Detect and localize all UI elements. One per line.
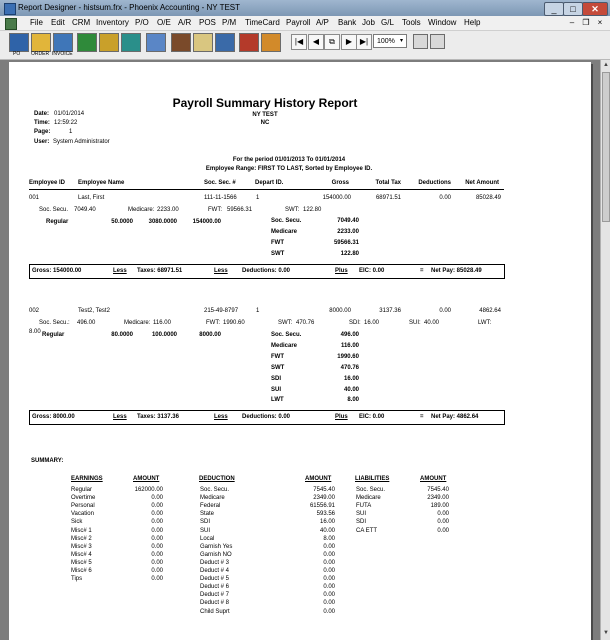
emp1-detail-label: SWT	[271, 251, 285, 257]
emp1-detail-value: 2233.00	[337, 229, 359, 235]
emp2-tax-value: 496.00	[77, 320, 96, 326]
emp2-total-tax: 3137.36	[379, 308, 401, 314]
emp2-total-less2: Less	[214, 414, 228, 420]
emp1-total-deductions: Deductions: 0.00	[242, 268, 291, 274]
calculator-icon[interactable]	[171, 33, 191, 52]
summary-liability-amount: 189.00	[430, 503, 449, 510]
menu-crm[interactable]: CRM	[72, 18, 91, 27]
emp1-total-tax: 68971.51	[375, 195, 401, 201]
menu-inventory[interactable]: Inventory	[96, 18, 129, 27]
emp2-detail-value: 496.00	[340, 332, 359, 338]
emp1-earning-hours: 3080.0000	[148, 219, 177, 225]
menu-bank[interactable]: Bank	[338, 18, 357, 27]
emp2-tax-label: Soc. Secu.:	[39, 320, 70, 326]
user-label: User:	[34, 139, 50, 145]
summary-deduction-label: SDI	[200, 519, 211, 526]
summary-earning-amount: 162000.00	[134, 487, 163, 493]
app-icon[interactable]	[4, 3, 16, 15]
summary-liabilities-amount-header: AMOUNT	[420, 476, 447, 482]
summary-earning-label: Misc# 6	[71, 568, 92, 574]
emp2-earning-amount: 8000.00	[199, 332, 221, 338]
emp2-detail-value: 116.00	[340, 343, 359, 349]
summary-liability-amount: 0.00	[437, 519, 449, 526]
summary-deduction-label: SUI	[200, 527, 211, 534]
next-page-button[interactable]: ▶	[341, 34, 357, 50]
scroll-up-icon[interactable]: ▲	[603, 62, 609, 68]
emp1-tax-value: 7049.40	[74, 207, 96, 213]
summary-deduction-amount: 40.00	[319, 527, 335, 534]
invoice-icon[interactable]	[53, 33, 73, 52]
emp2-tax-label: SDI:	[349, 320, 361, 326]
menu-pos[interactable]: POS	[199, 18, 216, 27]
emp2-detail-label: FWT	[271, 354, 284, 360]
summary-deduction-amount: 8.00	[323, 535, 335, 542]
summary-deduction-label: Deduct # 6	[200, 584, 230, 591]
summary-liability-amount: 2349.00	[427, 495, 449, 502]
summary-earning-label: Vacation	[71, 511, 94, 518]
summary-deduction-amount: 0.00	[323, 543, 335, 550]
summary-deduction-amount: 0.00	[323, 600, 335, 607]
truck-icon[interactable]	[99, 33, 119, 52]
summary-earning-amount: 0.00	[151, 495, 163, 502]
export-icon[interactable]	[413, 34, 428, 49]
date-label: Date:	[34, 111, 50, 117]
emp1-tax-label: Soc. Secu.	[39, 207, 69, 213]
emp2-detail-label: SDI	[271, 376, 282, 382]
emp1-total-eq: =	[420, 268, 424, 274]
emp2-detail-value: 470.76	[340, 365, 359, 371]
emp1-detail-value: 122.80	[340, 251, 359, 257]
summary-earning-label: Personal	[71, 503, 95, 510]
mdi-minimize-button[interactable]: –	[569, 18, 575, 27]
col-employee-id: Employee ID	[29, 180, 66, 186]
summary-earning-amount: 0.00	[151, 568, 163, 574]
emp1-net: 85028.49	[475, 195, 501, 201]
summary-liabilities-header: LIABILITIES	[355, 476, 390, 482]
emp2-tax-label: SUI:	[409, 320, 421, 326]
emp2-tax-label: Medicare:	[124, 320, 151, 326]
emp2-earning-label: Regular	[42, 332, 65, 338]
toolbar	[0, 31, 610, 60]
summary-deduction-label: Soc. Secu.	[200, 487, 230, 493]
menu-file[interactable]: File	[30, 18, 43, 27]
menu-tools[interactable]: Tools	[402, 18, 421, 27]
window-title: Report Designer - histsum.frx - Phoenix Accounting - NY TEST	[18, 3, 241, 12]
summary-earning-amount: 0.00	[151, 576, 163, 583]
emp2-earning-hours: 100.0000	[151, 332, 177, 338]
chevron-down-icon[interactable]: ▾	[400, 38, 404, 44]
summary-earning-label: Misc# 4	[71, 551, 92, 558]
emp2-total-eq: =	[420, 414, 424, 420]
purchase-order-icon[interactable]	[9, 33, 29, 52]
notes-icon[interactable]	[193, 33, 213, 52]
emp2-detail-label: SUI	[271, 387, 282, 393]
emp1-detail-label: Medicare	[271, 229, 298, 235]
emp1-earning-amount: 154000.00	[192, 219, 221, 225]
emp2-earning-rate: 80.0000	[111, 332, 133, 338]
emp2-id: 002	[29, 308, 40, 314]
summary-earning-label: Misc# 3	[71, 543, 92, 550]
col-employee-name: Employee Name	[78, 180, 125, 186]
summary-earning-amount: 0.00	[151, 535, 163, 542]
summary-deduction-label: Medicare	[200, 495, 225, 502]
emp2-tax-value: 40.00	[424, 320, 440, 326]
summary-deduction-label: Garnish Yes	[200, 543, 233, 550]
emp2-detail-label: SWT	[271, 365, 285, 371]
mdi-restore-button[interactable]: ❐	[582, 18, 590, 27]
summary-liability-amount: 0.00	[437, 511, 449, 518]
minimize-button[interactable]: _	[544, 2, 564, 16]
emp2-total-net: Net Pay: 4862.64	[431, 414, 479, 420]
emp2-tax-value: 16.00	[364, 320, 380, 326]
emp2-tax-label: LWT:	[478, 320, 492, 326]
sales-order-icon[interactable]	[31, 33, 51, 52]
pages-icon[interactable]: ⧉	[324, 34, 340, 50]
period-line: For the period 01/01/2013 To 01/01/2014	[232, 157, 346, 163]
summary-earning-label: Misc# 2	[71, 535, 92, 542]
emp2-dept: 1	[256, 308, 260, 314]
date-value: 01/01/2014	[54, 111, 85, 117]
emp2-gross: 8000.00	[329, 308, 351, 314]
emp1-dept: 1	[256, 195, 260, 201]
emp2-detail-value: 1990.60	[337, 354, 359, 360]
company-state: NC	[260, 120, 270, 126]
summary-deduction-amount-header: AMOUNT	[305, 476, 332, 482]
summary-earning-label: Regular	[71, 487, 93, 493]
emp2-tax-value: 1990.60	[223, 320, 245, 326]
summary-liability-amount: 7545.40	[427, 487, 449, 493]
scroll-thumb[interactable]	[602, 72, 610, 222]
emp2-total-plus: Plus	[335, 414, 348, 420]
summary-earnings-amount-header: AMOUNT	[133, 476, 160, 482]
summary-deduction-amount: 0.00	[323, 584, 335, 591]
emp1-total-taxes: Taxes: 68971.51	[137, 268, 183, 274]
summary-deduction-amount: 16.00	[319, 519, 335, 526]
menu-payroll[interactable]: Payroll	[286, 18, 311, 27]
emp2-name: Test2, Test2	[78, 308, 110, 314]
summary-liability-label: SUI	[356, 511, 367, 518]
col-net-amount: Net Amount	[465, 180, 499, 186]
col-soc-sec: Soc. Sec. #	[204, 180, 236, 186]
summary-deduction-label: Deduct # 3	[200, 559, 230, 566]
time-value: 12:59:22	[54, 120, 78, 126]
summary-earning-label: Misc# 1	[71, 527, 92, 534]
emp1-tax-value: 122.80	[303, 207, 322, 213]
summary-liability-label: CA ETT	[356, 527, 378, 534]
summary-earning-amount: 0.00	[151, 519, 163, 526]
print-icon[interactable]	[430, 34, 445, 49]
summary-earning-amount: 0.00	[151, 503, 163, 510]
user-value: System Administrator	[53, 139, 110, 145]
emp2-detail-value: 40.00	[343, 387, 359, 393]
emp2-tax-value: 116.00	[153, 320, 171, 326]
emp2-total-eic: EIC: 0.00	[359, 414, 385, 420]
summary-liability-amount: 0.00	[437, 527, 449, 534]
emp2-total-less1: Less	[113, 414, 127, 420]
summary-earning-amount: 0.00	[151, 559, 163, 566]
summary-deduction-amount: 61556.91	[309, 503, 335, 510]
document-icon[interactable]	[5, 18, 17, 30]
summary-liability-label: Soc. Secu.	[356, 487, 386, 493]
summary-deduction-amount: 0.00	[323, 559, 335, 566]
summary-deduction-amount: 7545.40	[313, 487, 335, 493]
emp2-detail-value: 16.00	[343, 376, 359, 382]
emp1-tax-value: 59566.31	[227, 207, 253, 213]
emp1-tax-label: Medicare:	[128, 207, 155, 213]
col-total-tax: Total Tax	[375, 180, 401, 186]
emp1-earning-label: Regular	[46, 219, 69, 225]
zoom-select[interactable]: 100%	[373, 34, 407, 48]
time-label: Time:	[34, 120, 50, 126]
emp2-detail-label: Soc. Secu.	[271, 332, 302, 338]
header-rule	[29, 189, 504, 190]
emp1-deductions: 0.00	[439, 195, 451, 201]
summary-deduction-label: Deduct # 7	[200, 592, 230, 599]
menu-edit[interactable]: Edit	[51, 18, 65, 27]
menu-bar	[0, 16, 610, 31]
emp2-detail-label: LWT	[271, 397, 284, 403]
emp2-detail-label: Medicare	[271, 343, 298, 349]
summary-earning-label: Tips	[71, 576, 83, 583]
invoice-caption: INVOICE	[52, 51, 73, 57]
report-page	[9, 62, 591, 640]
summary-deduction-label: Child Suprt	[200, 608, 230, 615]
summary-deduction-header: DEDUCTION	[199, 476, 235, 482]
emp1-detail-value: 7049.40	[337, 218, 359, 224]
emp2-net: 4862.64	[479, 308, 501, 314]
menu-ap[interactable]: A/P	[316, 18, 329, 27]
menu-help[interactable]: Help	[464, 18, 481, 27]
emp2-tax-value: 470.76	[296, 320, 315, 326]
window-titlebar	[0, 0, 610, 17]
summary-liability-label: FUTA	[356, 503, 372, 510]
emp1-detail-label: FWT	[271, 240, 284, 246]
summary-title: SUMMARY:	[31, 458, 64, 464]
emp1-detail-label: Soc. Secu.	[271, 218, 302, 224]
menu-po[interactable]: P/O	[135, 18, 149, 27]
summary-deduction-amount: 0.00	[323, 568, 335, 574]
emp1-tax-value: 2233.00	[157, 207, 179, 213]
menu-job[interactable]: Job	[362, 18, 375, 27]
emp2-total-deductions: Deductions: 0.00	[242, 414, 291, 420]
checklist-icon[interactable]	[146, 33, 166, 52]
emp1-ssn: 111-11-1566	[204, 195, 237, 201]
prev-page-button[interactable]: ◀	[308, 34, 324, 50]
emp1-id: 001	[29, 195, 40, 201]
menu-gl[interactable]: G/L	[381, 18, 394, 27]
emp2-tax-label: FWT:	[206, 320, 220, 326]
summary-liability-label: SDI	[356, 519, 367, 526]
emp2-total-gross: Gross: 8000.00	[32, 414, 75, 420]
mdi-close-button[interactable]: ×	[597, 18, 603, 27]
last-page-button[interactable]: ▶|	[356, 34, 372, 50]
exit-icon[interactable]	[261, 33, 281, 52]
col-deductions: Deductions	[418, 180, 451, 186]
summary-deduction-label: Garnish NO	[200, 551, 232, 558]
first-page-button[interactable]: |◀	[291, 34, 307, 50]
emp1-name: Last, First	[78, 195, 105, 201]
emp1-total-net: Net Pay: 85028.49	[431, 268, 482, 274]
menu-ar[interactable]: A/R	[178, 18, 192, 27]
page-label: Page:	[34, 129, 51, 135]
summary-deduction-amount: 2349.00	[313, 495, 335, 502]
summary-deduction-label: Deduct # 8	[200, 600, 230, 607]
emp1-earning-rate: 50.0000	[111, 219, 133, 225]
summary-earning-label: Sick	[71, 519, 83, 526]
summary-earning-amount: 0.00	[151, 511, 163, 518]
summary-earning-amount: 0.00	[151, 527, 163, 534]
emp2-deductions: 0.00	[439, 308, 451, 314]
summary-deduction-amount: 0.00	[323, 592, 335, 599]
deposit-icon[interactable]	[77, 33, 97, 52]
summary-deduction-label: Deduct # 4	[200, 568, 230, 574]
summary-deduction-label: State	[200, 511, 215, 518]
emp1-detail-value: 59566.31	[333, 240, 359, 246]
emp1-total-eic: EIC: 0.00	[359, 268, 385, 274]
emp2-tax-label: SWT:	[278, 320, 293, 326]
order-caption: ORDER	[31, 51, 50, 57]
scroll-down-icon[interactable]: ▼	[603, 630, 609, 636]
summary-liability-label: Medicare	[356, 495, 381, 502]
emp1-total-less1: Less	[113, 268, 127, 274]
range-line: Employee Range: FIRST TO LAST, Sorted by Employee ID.	[205, 166, 373, 172]
summary-deduction-amount: 0.00	[323, 551, 335, 558]
emp2-ssn: 215-49-8797	[204, 308, 239, 314]
summary-deduction-amount: 593.56	[316, 511, 335, 518]
menu-oe[interactable]: O/E	[157, 18, 171, 27]
emp2-detail-value: 8.00	[347, 397, 359, 403]
summary-deduction-amount: 0.00	[323, 608, 335, 615]
emp1-tax-label: SWT:	[285, 207, 300, 213]
vertical-scrollbar[interactable]	[600, 60, 610, 640]
col-depart-id: Depart ID.	[255, 180, 284, 186]
emp1-tax-label: FWT:	[208, 207, 222, 213]
summary-deduction-amount: 0.00	[323, 576, 335, 583]
report-title: Payroll Summary History Report	[172, 96, 358, 110]
company-name: NY TEST	[252, 112, 278, 118]
summary-deduction-label: Federal	[200, 503, 221, 510]
emp1-total-less2: Less	[214, 268, 228, 274]
po-caption: PO	[13, 51, 21, 57]
summary-earning-amount: 0.00	[151, 543, 163, 550]
emp2-total-taxes: Taxes: 3137.36	[137, 414, 179, 420]
emp1-total-plus: Plus	[335, 268, 348, 274]
summary-earning-label: Overtime	[71, 495, 96, 502]
maximize-button[interactable]: □	[563, 2, 583, 16]
menu-window[interactable]: Window	[428, 18, 457, 27]
summary-deduction-label: Local	[200, 535, 215, 542]
emp1-gross: 154000.00	[322, 195, 351, 201]
page-value: 1	[69, 129, 73, 135]
emp2-tax-value: 8.00	[29, 329, 41, 335]
summary-earning-amount: 0.00	[151, 551, 163, 558]
summary-deduction-label: Deduct # 5	[200, 576, 230, 583]
close-button[interactable]: ✕	[582, 2, 608, 16]
summary-earning-label: Misc# 5	[71, 559, 92, 566]
register-icon[interactable]	[121, 33, 141, 52]
summary-earnings-header: EARNINGS	[71, 476, 103, 482]
col-gross: Gross	[331, 180, 349, 186]
help-icon[interactable]	[239, 33, 259, 52]
menu-timecard[interactable]: TimeCard	[245, 18, 280, 27]
emp1-total-gross: Gross: 154000.00	[32, 268, 82, 274]
menu-pm[interactable]: P/M	[222, 18, 237, 27]
transfer-icon[interactable]	[215, 33, 235, 52]
